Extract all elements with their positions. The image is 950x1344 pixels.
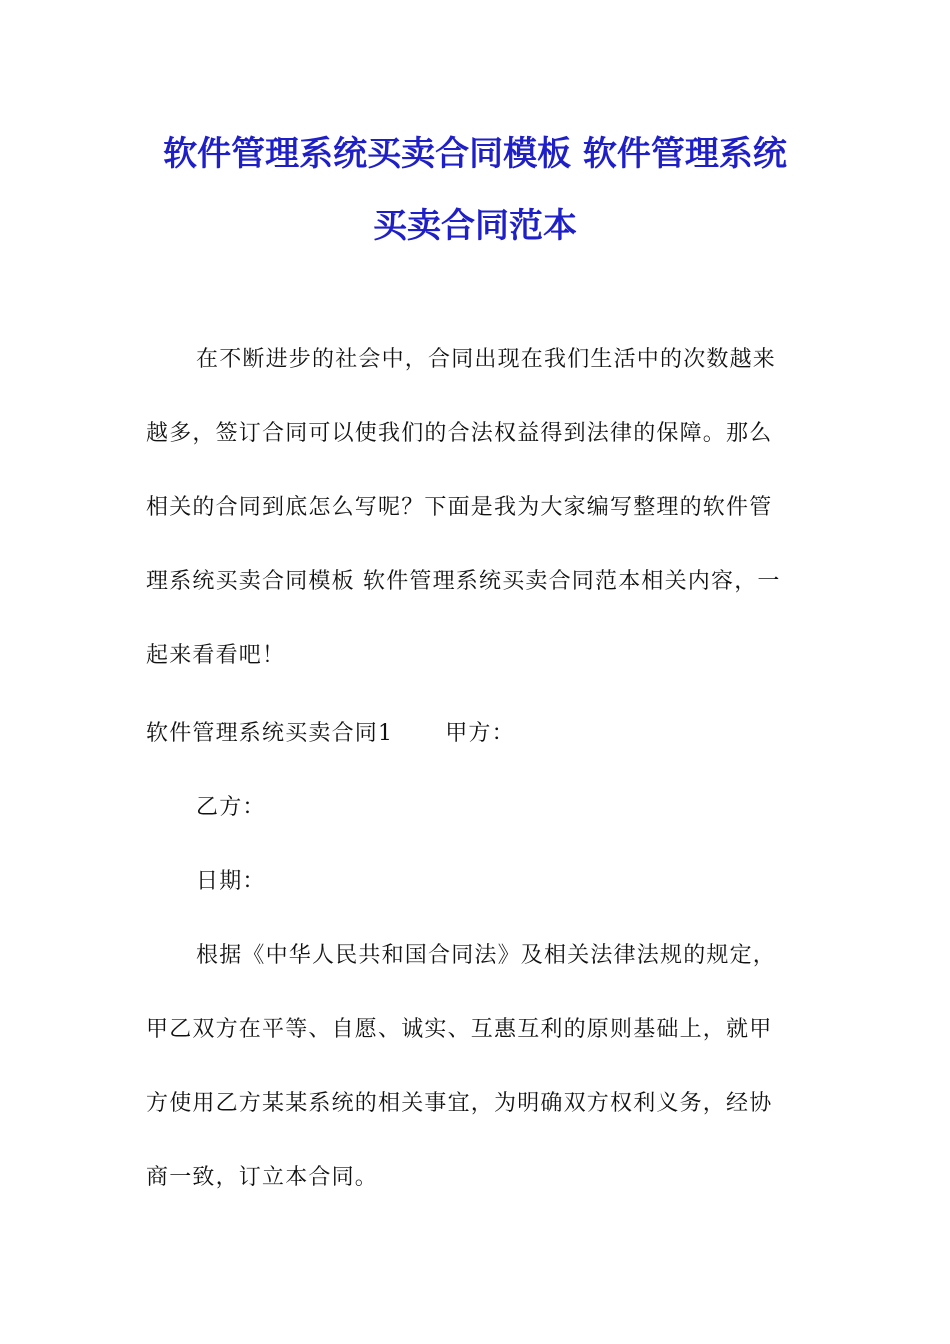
party-b-row	[196, 788, 856, 828]
intro-line: 相关的合同到底怎么写呢？下面是我为大家编写整理的软件管	[146, 495, 773, 520]
clause-line: 商一致，订立本合同。	[146, 1165, 379, 1190]
clause-line: 甲乙双方在平等、自愿、诚实、互惠互利的原则基础上，就甲	[146, 1017, 773, 1042]
intro-line: 越多，签订合同可以使我们的合法权益得到法律的保障。那么	[146, 421, 773, 446]
party-a-label: 甲方：	[445, 721, 515, 746]
clause-line: 方使用乙方某某系统的相关事宜，为明确双方权利义务，经协	[146, 1091, 773, 1116]
date-label: 日期：	[196, 869, 266, 894]
contract-heading: 软件管理系统买卖合同1	[146, 721, 394, 746]
intro-line: 理系统买卖合同模板 软件管理系统买卖合同范本相关内容，一	[146, 569, 781, 594]
clause-line: 根据《中华人民共和国合同法》及相关法律法规的规定，	[196, 943, 777, 968]
party-b-label: 乙方：	[196, 795, 266, 820]
intro-line: 起来看看吧！	[146, 643, 286, 668]
document-title-line-1: 软件管理系统买卖合同模板 软件管理系统	[163, 134, 787, 174]
intro-paragraph	[146, 323, 806, 693]
clause-paragraph	[146, 919, 806, 1215]
contract-heading-row	[146, 714, 806, 754]
date-row	[196, 862, 856, 902]
document-title-line-2: 买卖合同范本	[373, 206, 577, 246]
intro-line: 在不断进步的社会中，合同出现在我们生活中的次数越来	[196, 347, 777, 372]
